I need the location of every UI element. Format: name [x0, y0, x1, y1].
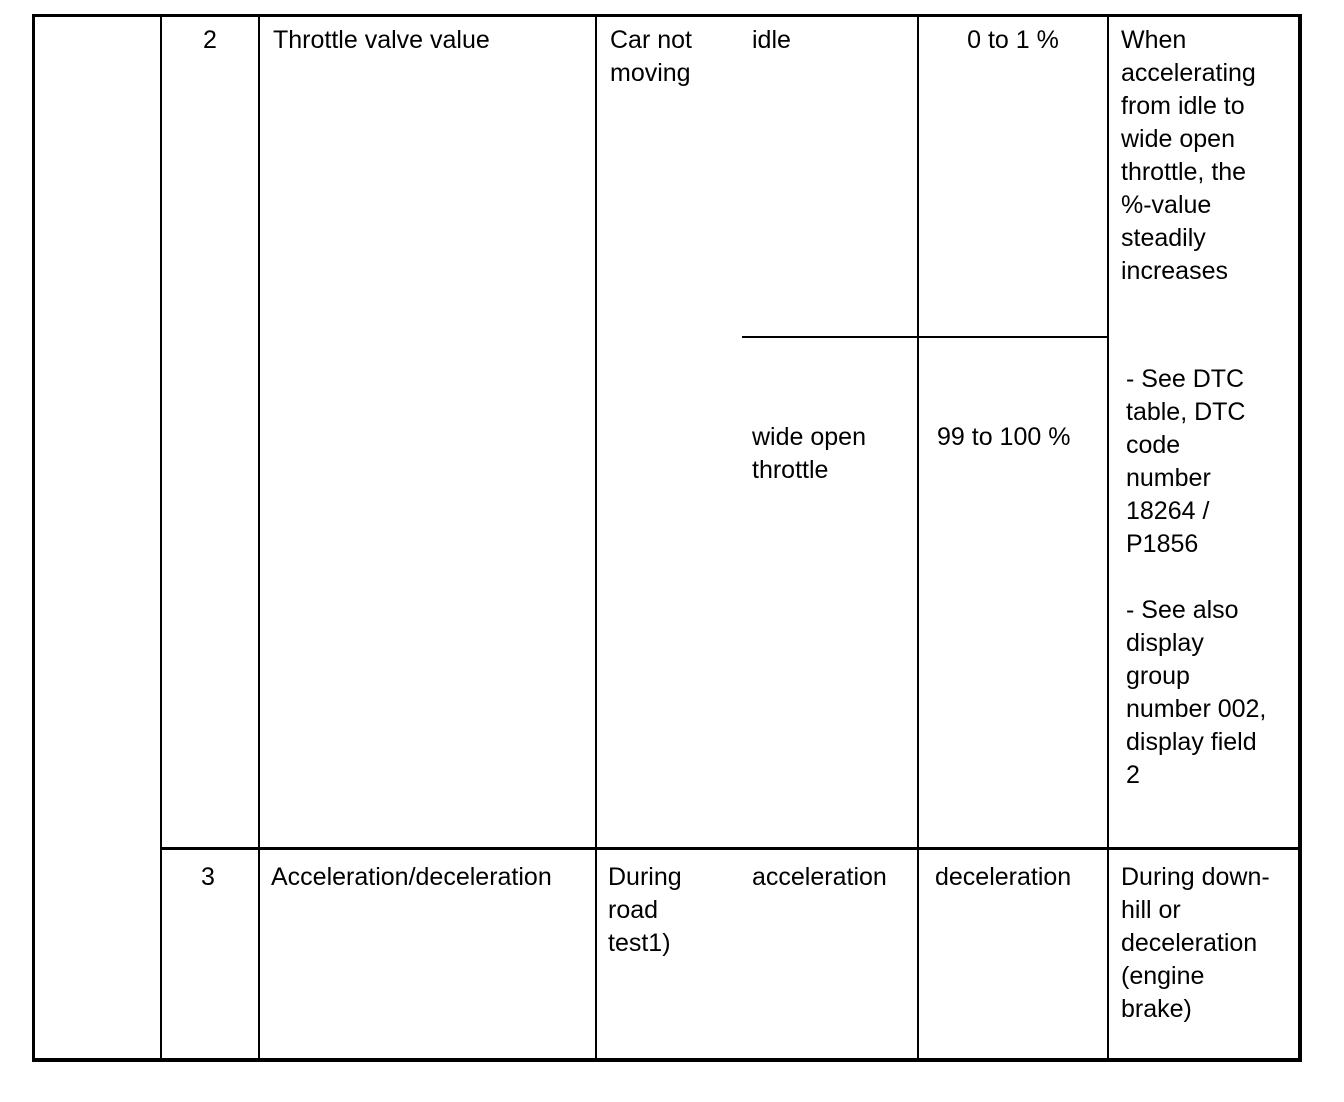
row-number: 2 [203, 26, 217, 54]
column-divider [160, 17, 162, 1058]
operating-state: wide open throttle [752, 423, 866, 484]
column-divider [1107, 17, 1109, 1058]
border-left [32, 14, 35, 1062]
test-condition: During road test1) [608, 863, 682, 957]
operating-state: idle [752, 26, 791, 54]
remarks: When accelerating from idle to wide open throttle, the %-value steadily increases [1121, 26, 1256, 285]
test-condition: Car not moving [610, 26, 692, 87]
remarks: - See DTC table, DTC code number 18264 / P1856 - See also display group number 002, display field 2 [1126, 365, 1267, 789]
operating-state: deceleration [935, 863, 1072, 891]
column-divider [595, 17, 597, 1058]
border-bottom [32, 1058, 1302, 1062]
row-number: 3 [201, 863, 215, 891]
measured-value: Throttle valve value [273, 26, 490, 54]
measured-value: Acceleration/deceleration [271, 863, 552, 891]
column-divider [917, 17, 919, 1058]
remarks: During down- hill or deceleration (engine brake) [1121, 863, 1270, 1023]
row-divider [160, 847, 1300, 850]
column-divider [258, 17, 260, 1058]
border-right [1298, 14, 1302, 1062]
specified-range: 99 to 100 % [937, 423, 1071, 451]
border-top [34, 14, 1302, 17]
operating-state: acceleration [752, 863, 887, 891]
row-divider-subrow [742, 336, 1108, 338]
specified-range: 0 to 1 % [967, 26, 1059, 54]
